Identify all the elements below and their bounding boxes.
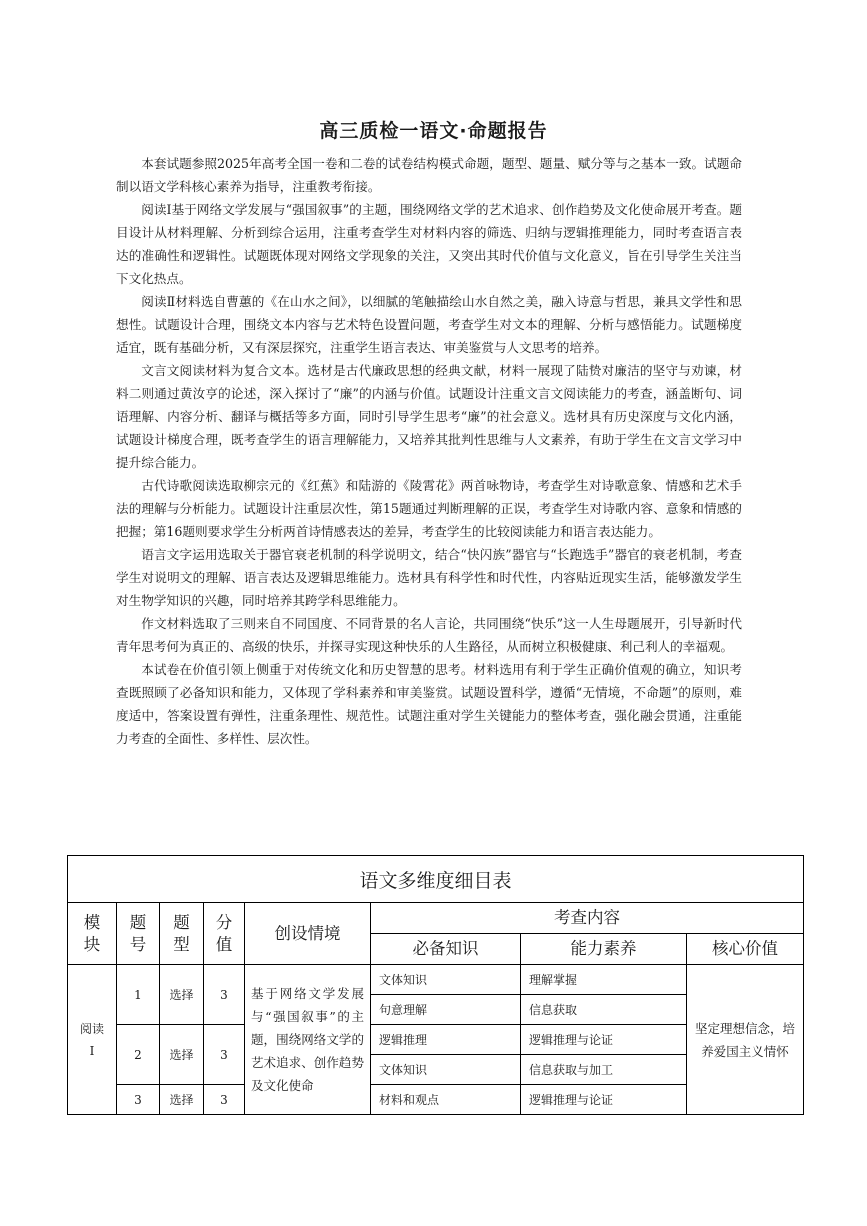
paragraph-summary: 本试卷在价值引领上侧重于对传统文化和历史智慧的思考。材料选用有利于学生正确价值观的确立，知识考查既照顾了必备知识和能力，又体现了学科素养和审美鉴赏。试题设置科学，遵循“无情境，不命题”的原则，难度适中，答案设置有弹性，注重条理性、规范性。试题注重对学生关键能力的整体考查，强化融会贯通，注重能力考查的全面性、多样性、层次性。 (116, 662, 742, 746)
knowledge-cell: 句意理解 (371, 995, 521, 1025)
question-number: 2 (117, 1025, 160, 1085)
core-value-cell: 坚定理想信念，培养爱国主义情怀 (687, 965, 804, 1115)
knowledge-cell: 文体知识 (371, 965, 521, 995)
specification-table (67, 855, 804, 1115)
header-content: 考查内容 (371, 903, 804, 934)
ability-cell: 逻辑推理与论证 (521, 1085, 687, 1115)
report-body (116, 152, 742, 750)
scenario-cell: 基于网络文学发展与“强国叙事”的主题，围绕网络文学的艺术追求、创作趋势及文化使命 (245, 965, 371, 1115)
question-score: 3 (204, 1085, 245, 1115)
ability-cell: 信息获取与加工 (521, 1055, 687, 1085)
question-type: 选择 (160, 965, 204, 1025)
paragraph-classical-chinese: 文言文阅读材料为复合文本。选材是古代廉政思想的经典文献，材料一展现了陆贽对廉洁的坚守与劝谏，材料二则通过黄汝亨的论述，深入探讨了“廉”的内涵与价值。试题设计注重文言文阅读能力的考查，涵盖断句、词语理解、内容分析、翻译与概括等多方面，同时引导学生思考“廉”的社会意义。选材具有历史深度与文化内涵，试题设计梯度合理，既考查学生的语言理解能力，又培养其批判性思维与人文素养，有助于学生在文言文学习中提升综合能力。 (116, 363, 742, 470)
ability-cell: 逻辑推理与论证 (521, 1025, 687, 1055)
paragraph-reading-1: 阅读Ⅰ基于网络文学发展与“强国叙事”的主题，围绕网络文学的艺术追求、创作趋势及文化使命展开考查。题目设计从材料理解、分析到综合运用，注重考查学生对材料内容的筛选、归纳与逻辑推理能力，同时考查语言表达的准确性和逻辑性。试题既体现对网络文学现象的关注，又突出其时代价值与文化意义，旨在引导学生关注当下文化热点。 (116, 202, 742, 286)
question-score: 3 (204, 965, 245, 1025)
header-ability: 能力素养 (521, 934, 687, 965)
paragraph-composition: 作文材料选取了三则来自不同国度、不同背景的名人言论，共同围绕“快乐”这一人生母题展开，引导新时代青年思考何为真正的、高级的快乐，并探寻实现这种快乐的人生路径，从而树立积极健康、利己利人的幸福观。 (116, 616, 742, 654)
page-title: 高三质检一语文·命题报告 (319, 120, 548, 142)
header-module: 模块 (68, 903, 117, 965)
ability-cell: 理解掌握 (521, 965, 687, 995)
ability-cell: 信息获取 (521, 995, 687, 1025)
header-knowledge: 必备知识 (371, 934, 521, 965)
header-value: 核心价值 (687, 934, 804, 965)
header-scenario: 创设情境 (245, 903, 371, 965)
paragraph-reading-2: 阅读Ⅱ材料选自曹蕙的《在山水之间》，以细腻的笔触描绘山水自然之美，融入诗意与哲思，兼具文学性和思想性。试题设计合理，围绕文本内容与艺术特色设置问题，考查学生对文本的理解、分析与感悟能力。试题梯度适宜，既有基础分析，又有深层探究，注重学生语言表达、审美鉴赏与人文思考的培养。 (116, 294, 742, 355)
question-type: 选择 (160, 1085, 204, 1115)
table-row (68, 965, 804, 995)
question-number: 1 (117, 965, 160, 1025)
knowledge-cell: 逻辑推理 (371, 1025, 521, 1055)
header-score: 分值 (204, 903, 245, 965)
knowledge-cell: 文体知识 (371, 1055, 521, 1085)
header-number: 题号 (117, 903, 160, 965)
module-cell: 阅读Ⅰ (68, 965, 117, 1115)
paragraph-intro: 本套试题参照2025年高考全国一卷和二卷的试卷结构模式命题，题型、题量、赋分等与之基本一致。试题命制以语文学科核心素养为指导，注重教考衔接。 (116, 156, 742, 194)
paragraph-language-use: 语言文字运用选取关于器官衰老机制的科学说明文，结合“快闪族”器官与“长跑选手”器官的衰老机制，考查学生对说明文的理解、语言表达及逻辑思维能力。选材具有科学性和时代性，内容贴近现实生活，能够激发学生对生物学知识的兴趣，同时培养其跨学科思维能力。 (116, 547, 742, 608)
header-type: 题型 (160, 903, 204, 965)
question-type: 选择 (160, 1025, 204, 1085)
table-caption: 语文多维度细目表 (68, 856, 804, 903)
paragraph-poetry: 古代诗歌阅读选取柳宗元的《红蕉》和陆游的《陵霄花》两首咏物诗，考查学生对诗歌意象、情感和艺术手法的理解与分析能力。试题设计注重层次性，第15题通过判断理解的正误，考查学生对诗歌内容、意象和情感的把握；第16题则要求学生分析两首诗情感表达的差异，考查学生的比较阅读能力和语言表达能力。 (116, 478, 742, 539)
question-number: 3 (117, 1085, 160, 1115)
knowledge-cell: 材料和观点 (371, 1085, 521, 1115)
question-score: 3 (204, 1025, 245, 1085)
